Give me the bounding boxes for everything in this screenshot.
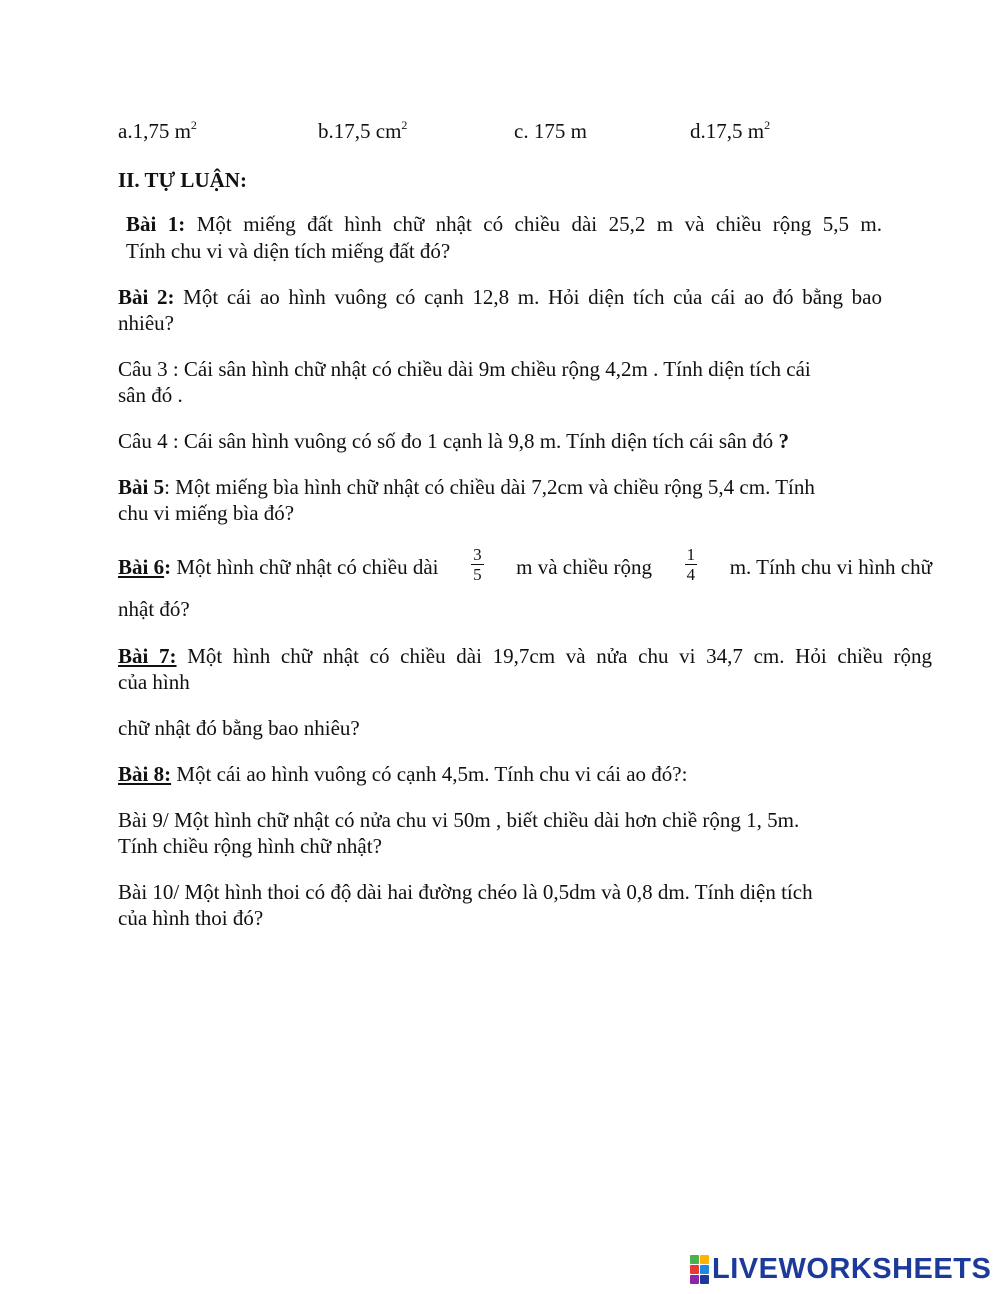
bai5-line1: Bài 5: Một miếng bìa hình chữ nhật có chiều dài 7,2cm và chiều rộng 5,4 cm. Tính xyxy=(118,475,815,499)
bai9-line1: Bài 9/ Một hình chữ nhật có nửa chu vi 50m , biết chiều dài hơn chiề rộng 1, 5m. xyxy=(118,808,800,832)
bai6-line2: nhật đó? xyxy=(118,597,190,621)
option-c: c. 175 m xyxy=(514,119,587,143)
cau3-line1: Câu 3 : Cái sân hình chữ nhật có chiều dài 9m chiều rộng 4,2m . Tính diện tích cái xyxy=(118,357,811,381)
fraction-three-fifths: $\frac{3}{5}$ xyxy=(473,545,482,584)
liveworksheets-blocks-icon xyxy=(690,1255,709,1284)
section-title: II. TỰ LUẬN: xyxy=(118,168,247,192)
bai7-line2: của hình xyxy=(118,670,190,694)
option-a: a.1,75 $m^2$ xyxy=(118,118,197,143)
cau3-line2: sân đó . xyxy=(118,383,183,407)
option-d: d.17,5 $m^2$ xyxy=(690,118,771,143)
bai6-line1: Bài 6: Một hình chữ nhật có chiều dài $\frac{3}{5}$ m và chiều rộng $\frac{1}{4}$ m. Tính chu vi hình chữ xyxy=(118,545,932,584)
bai10-line1: Bài 10/ Một hình thoi có độ dài hai đường chéo là 0,5dm và 0,8 dm. Tính diện tích xyxy=(118,880,813,904)
bai2-line1: Bài 2: Một cái ao hình vuông có cạnh 12,8 m. Hỏi diện tích của cái ao đó bằng bao xyxy=(118,285,883,309)
bai1-line1: Bài 1: Một miếng đất hình chữ nhật có chiều dài 25,2 m và chiều rộng 5,5 m. xyxy=(126,212,882,236)
bai9-line2: Tính chiều rộng hình chữ nhật? xyxy=(118,834,382,858)
liveworksheets-logo xyxy=(690,1252,991,1286)
option-b: b.17,5 $cm^2$ xyxy=(318,118,408,143)
bai5-line2: chu vi miếng bìa đó? xyxy=(118,501,295,525)
bai10-line2: của hình thoi đó? xyxy=(118,906,264,930)
bai8: Bài 8: Một cái ao hình vuông có cạnh 4,5m. Tính chu vi cái ao đó?: xyxy=(118,762,688,786)
logo-text: LIVEWORKSHEETS xyxy=(712,1253,992,1285)
cau4: Câu 4 : Cái sân hình vuông có số đo 1 cạnh là 9,8 m. Tính diện tích cái sân đó ? xyxy=(118,429,789,453)
bai2-line2: nhiêu? xyxy=(118,311,174,335)
bai1-line2: Tính chu vi và diện tích miếng đất đó? xyxy=(126,239,451,263)
fraction-one-quarter: $\frac{1}{4}$ xyxy=(686,545,696,584)
bai7-line1: Bài 7: Một hình chữ nhật có chiều dài 19,7cm và nửa chu vi 34,7 cm. Hỏi chiều rộng xyxy=(118,644,932,668)
bai7-line3: chữ nhật đó bằng bao nhiêu? xyxy=(118,716,360,740)
